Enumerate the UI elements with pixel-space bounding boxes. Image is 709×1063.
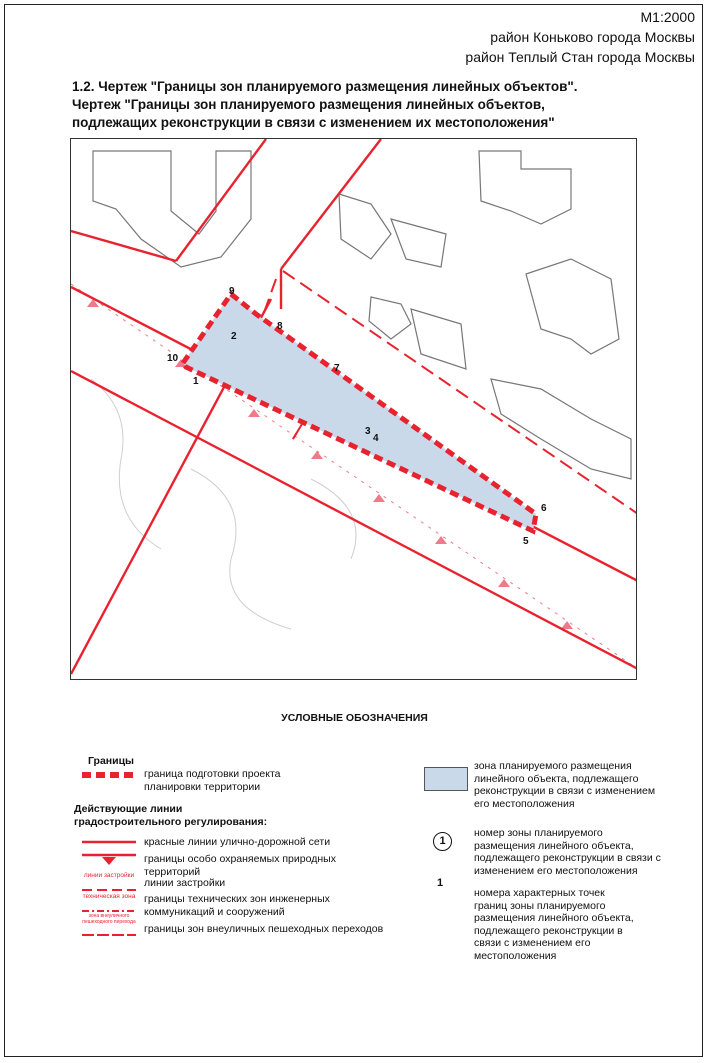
building-5 — [369, 297, 411, 339]
legend-zone-number-line-3: подлежащего реконструкции в связи с — [474, 852, 661, 864]
legend-point-number-line-3: размещения линейного объекта, — [474, 912, 634, 924]
crossing-symbol-label-2: пешеходного перехода — [82, 919, 136, 925]
boundary-marker — [561, 621, 573, 629]
legend-zone-number-line-2: размещения линейного объекта, — [474, 839, 634, 852]
legend-active-lines-heading-1: Действующие линии — [74, 803, 183, 815]
legend-project-border — [144, 768, 281, 793]
district-label-konkovo: район Коньково города Москвы — [490, 29, 695, 45]
legend-point-number — [474, 887, 634, 962]
title-line-1: 1.2. Чертеж "Границы зон планируемого размещения линейных объектов". — [72, 79, 578, 94]
building-3 — [339, 194, 391, 259]
boundary-marker — [435, 536, 447, 544]
legend-crossings: границы зон внеуличных пешеходных переходов — [144, 923, 384, 935]
zone-number-symbol: 1 — [433, 832, 452, 851]
red-line-symbol — [80, 838, 138, 846]
tech-zone-symbol-label: техническая зона — [82, 893, 136, 900]
title-line-3: подлежащих реконструкции в связи с изменением их местоположения" — [72, 115, 555, 130]
crossing-symbol-label-1: зона внеуличного — [88, 913, 130, 919]
drawing-title — [72, 78, 578, 132]
red-line — [281, 139, 381, 269]
building-2 — [479, 151, 571, 224]
legend-tech-zones-line-2: коммуникаций и сооружений — [144, 905, 285, 918]
legend-point-number-line-5: связи с изменением его — [474, 937, 591, 949]
legend-title: УСЛОВНЫЕ ОБОЗНАЧЕНИЯ — [281, 712, 428, 724]
crossing-symbol-dash — [80, 932, 138, 938]
crossing-symbol — [80, 913, 138, 943]
contour-2 — [191, 469, 291, 629]
point-label-5: 5 — [523, 536, 529, 547]
map-drawing — [70, 138, 637, 680]
legend-point-number-line-4: подлежащего реконструкции в — [474, 924, 623, 937]
legend-point-number-line-2: границ зоны планируемого — [474, 899, 606, 912]
legend-tech-zones-line-1: границы технических зон инженерных — [144, 893, 330, 905]
building-4 — [391, 219, 446, 267]
legend-zone-description-line-4: его местоположения — [474, 797, 575, 810]
legend-protected — [144, 853, 336, 878]
point-label-1: 1 — [193, 376, 199, 387]
legend-zone-number — [474, 827, 661, 877]
building-line-symbol-label: линии застройки — [83, 872, 135, 879]
building-1 — [93, 151, 251, 267]
boundary-marker — [248, 409, 260, 417]
legend-point-number-line-6: местоположения — [474, 949, 557, 962]
protected-area-boundary — [71, 284, 637, 669]
contour-3 — [311, 479, 356, 559]
point-label-2: 2 — [231, 331, 237, 342]
point-label-6: 6 — [541, 503, 547, 514]
protected-area-symbol — [80, 852, 138, 866]
building-7 — [526, 259, 619, 354]
legend-red-lines: красные линии улично-дорожной сети — [144, 836, 331, 848]
boundary-marker — [373, 494, 385, 502]
map-svg — [71, 139, 637, 680]
point-label-9: 9 — [229, 286, 235, 297]
legend-zone-description-line-3: реконструкции в связи с изменением — [474, 785, 656, 797]
point-number-symbol: 1 — [437, 877, 444, 889]
boundary-marker — [498, 579, 510, 587]
planned-zone — [183, 294, 536, 531]
legend-zone-number-line-4: изменением его местоположения — [474, 864, 638, 877]
map-scale: М1:2000 — [640, 9, 695, 25]
point-label-8: 8 — [277, 321, 283, 332]
point-label-10: 10 — [167, 353, 179, 364]
point-label-3: 3 — [365, 426, 371, 437]
project-border-symbol — [80, 770, 138, 780]
legend-zone-number-line-1: номер зоны планируемого — [474, 827, 603, 839]
point-label-7: 7 — [334, 363, 340, 374]
legend-project-border-line-1: граница подготовки проекта — [144, 768, 281, 780]
red-line — [176, 139, 266, 261]
district-label-teply-stan: район Теплый Стан города Москвы — [465, 49, 695, 65]
boundary-marker — [311, 451, 323, 459]
title-line-2: Чертеж "Границы зон планируемого размещения линейных объектов, — [72, 97, 545, 112]
legend-zone-description-line-1: зона планируемого размещения — [474, 760, 632, 772]
legend-point-number-line-1: номера характерных точек — [474, 887, 605, 899]
legend-active-lines-heading — [74, 803, 267, 828]
planned-zone-symbol — [424, 767, 468, 791]
building-6 — [411, 309, 466, 369]
legend-zone-description — [474, 760, 655, 810]
red-line — [71, 231, 176, 261]
legend-zone-description-line-2: линейного объекта, подлежащего — [474, 772, 639, 785]
legend-active-lines-heading-2: градостроительного регулирования: — [74, 815, 268, 828]
point-label-4: 4 — [373, 433, 379, 444]
building-8 — [491, 379, 631, 479]
legend-building-lines: линии застройки — [144, 877, 226, 889]
legend-protected-line-2: территорий — [144, 865, 201, 878]
legend-tech-zones — [144, 893, 330, 918]
legend-borders-heading: Границы — [88, 755, 135, 767]
legend-protected-line-1: границы особо охраняемых природных — [144, 853, 336, 865]
legend-project-border-line-2: планировки территории — [144, 780, 261, 793]
